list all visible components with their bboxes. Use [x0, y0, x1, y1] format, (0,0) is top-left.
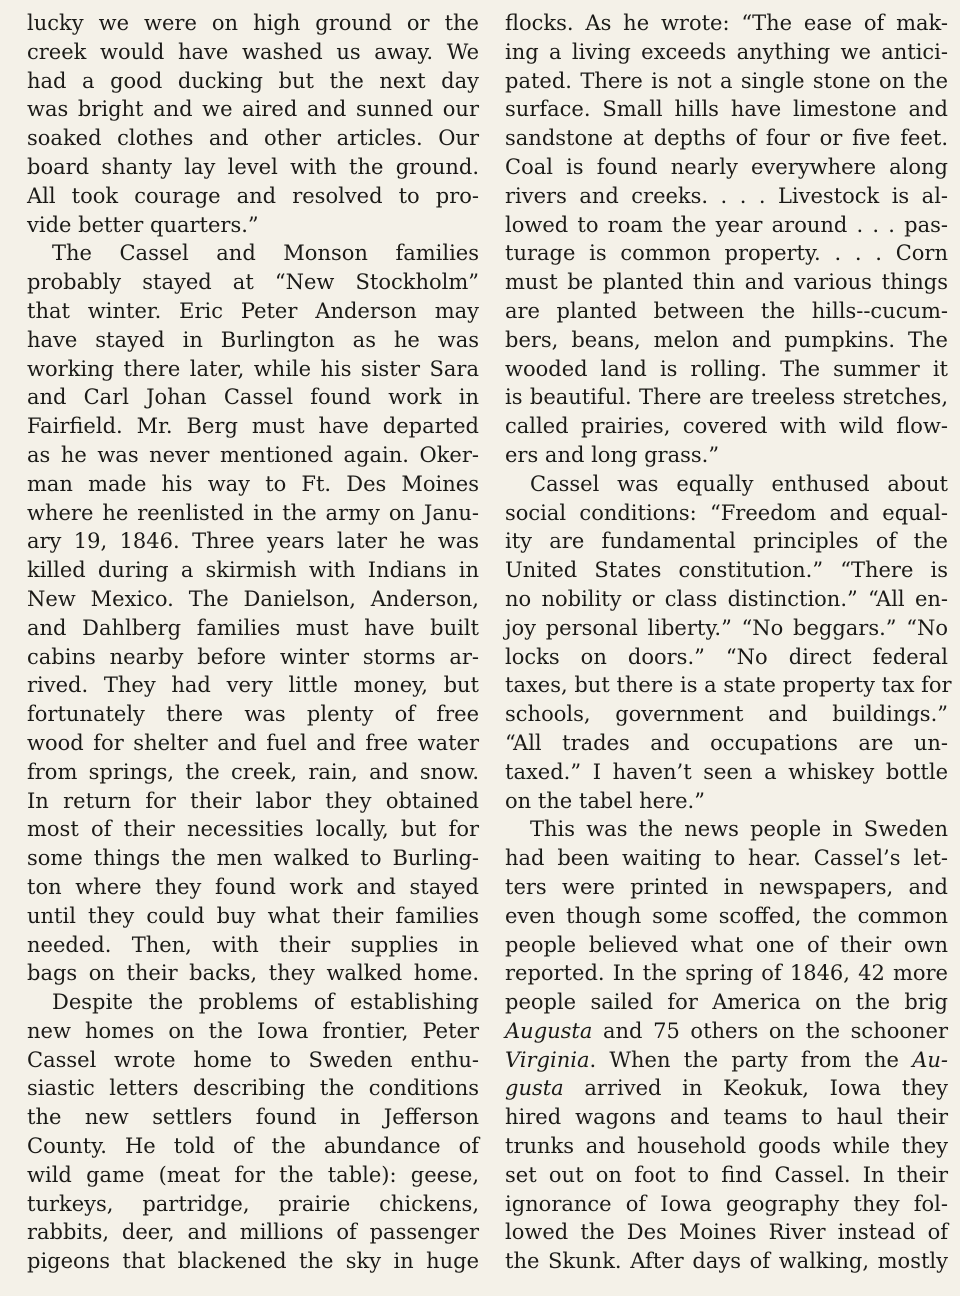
- text-line: schools, government and buildings.”: [505, 702, 948, 727]
- text-line: turage is common property. . . . Corn: [505, 241, 948, 266]
- text-line: killed during a skirmish with Indians in: [27, 558, 479, 583]
- text-line: have stayed in Burlington as he was: [27, 327, 479, 352]
- text-line: [505, 1017, 948, 1046]
- text-line: from springs, the creek, rain, and snow.: [27, 759, 479, 784]
- text-line: cabins nearby before winter storms ar-: [27, 644, 479, 669]
- text-line: called prairies, covered with wild flow-: [505, 414, 948, 439]
- text-line: United States constitution.” “There is: [505, 558, 948, 583]
- text-line: ton where they found work and stayed: [27, 874, 479, 899]
- text-line: was bright and we aired and sunned our: [27, 97, 479, 122]
- text-line: are planted between the hills--cucum-: [505, 298, 948, 323]
- text-line: ary 19, 1846. Three years later he was: [27, 529, 479, 554]
- text-line: Cassel was equally enthused about: [530, 471, 948, 496]
- text-line: must be planted thin and various things: [505, 270, 948, 295]
- text-line: social conditions: “Freedom and equal-: [505, 500, 948, 525]
- text-line: vide better quarters.”: [27, 212, 259, 237]
- left-text-column: [27, 9, 479, 1276]
- text-line: Cassel wrote home to Sweden enthu-: [27, 1047, 479, 1072]
- text-line: bers, beans, melon and pumpkins. The: [505, 327, 948, 352]
- text-line: the new settlers found in Jefferson: [27, 1105, 479, 1130]
- text-line: County. He told of the abundance of: [27, 1134, 479, 1159]
- text-line: people believed what one of their own: [505, 932, 948, 957]
- text-line: creek would have washed us away. We: [27, 39, 479, 64]
- text-line: siastic letters describing the conditions: [27, 1076, 479, 1101]
- text-line: wild game (meat for the table): geese,: [27, 1162, 479, 1187]
- text-line: on the tabel here.”: [505, 788, 705, 813]
- right-text-column: [505, 9, 952, 1276]
- italic-text: Virginia: [505, 1047, 590, 1072]
- text-line: most of their necessities locally, but for: [27, 817, 479, 842]
- text-line: had a good ducking but the next day: [27, 68, 479, 93]
- text-line: people sailed for America on the brig: [505, 990, 948, 1015]
- text-line: fortunately there was plenty of free: [27, 702, 479, 727]
- text-run: . When the party from the: [589, 1047, 913, 1072]
- text-line: pigeons that blackened the sky in huge: [27, 1249, 479, 1274]
- italic-text: gusta: [505, 1076, 564, 1101]
- italic-text: Au-: [912, 1047, 948, 1072]
- text-line: taxed.” I haven’t seen a whiskey bottle: [505, 759, 948, 784]
- text-line: where he reenlisted in the army on Janu-: [27, 500, 479, 525]
- text-line: lowed to roam the year around . . . pas-: [505, 212, 948, 237]
- text-line: pated. There is not a single stone on the: [505, 68, 948, 93]
- text-line: ing a living exceeds anything we antici-: [505, 39, 948, 64]
- text-line: man made his way to Ft. Des Moines: [27, 471, 479, 496]
- text-line: trunks and household goods while they: [505, 1134, 948, 1159]
- text-line: ignorance of Iowa geography they fol-: [505, 1191, 948, 1216]
- text-line: [505, 1074, 948, 1103]
- text-line: [505, 1046, 948, 1075]
- text-run: and 75 others on the schooner: [592, 1018, 948, 1043]
- text-line: flocks. As he wrote: “The ease of mak-: [505, 11, 948, 35]
- text-line: hired wagons and teams to haul their: [505, 1105, 948, 1130]
- text-line: ity are fundamental principles of the: [505, 529, 948, 554]
- text-line: ters were printed in newspapers, and: [505, 874, 948, 899]
- text-line: All took courage and resolved to pro-: [27, 183, 479, 208]
- text-line: turkeys, partridge, prairie chickens,: [27, 1191, 479, 1216]
- text-line: This was the news people in Sweden: [530, 817, 948, 842]
- text-line: Despite the problems of establishing: [52, 990, 479, 1015]
- text-line: joy personal liberty.” “No beggars.” “No: [505, 615, 948, 640]
- text-line: ers and long grass.”: [505, 442, 720, 467]
- text-line: rabbits, deer, and millions of passenger: [27, 1220, 479, 1245]
- text-line: and Dahlberg families must have built: [27, 615, 479, 640]
- text-line: “All trades and occupations are un-: [505, 730, 948, 755]
- text-line: working there later, while his sister Sara: [27, 356, 479, 381]
- text-line: reported. In the spring of 1846, 42 more: [505, 961, 948, 986]
- text-line: surface. Small hills have limestone and: [505, 97, 948, 122]
- text-line: wooded land is rolling. The summer it: [505, 356, 948, 381]
- text-line: probably stayed at “New Stockholm”: [27, 270, 479, 295]
- text-line: until they could buy what their families: [27, 903, 479, 928]
- text-line: locks on doors.” “No direct federal: [505, 644, 948, 669]
- text-line: as he was never mentioned again. Oker-: [27, 442, 479, 467]
- text-line: bags on their backs, they walked home.: [27, 961, 479, 986]
- text-line: lowed the Des Moines River instead of: [505, 1220, 948, 1245]
- text-line: had been waiting to hear. Cassel’s let-: [505, 846, 948, 871]
- text-line: and Carl Johan Cassel found work in: [27, 385, 479, 410]
- text-line: Coal is found nearly everywhere along: [505, 154, 948, 179]
- text-line: taxes, but there is a state property tax for: [505, 673, 952, 698]
- text-line: new homes on the Iowa frontier, Peter: [27, 1018, 479, 1043]
- text-line: is beautiful. There are treeless stretches,: [505, 385, 948, 410]
- text-line: rivers and creeks. . . . Livestock is al-: [505, 183, 948, 208]
- text-run: arrived in Keokuk, Iowa they: [563, 1076, 948, 1101]
- text-line: that winter. Eric Peter Anderson may: [27, 298, 479, 323]
- text-line: the Skunk. After days of walking, mostly: [505, 1249, 948, 1274]
- text-line: wood for shelter and fuel and free water: [27, 730, 479, 755]
- text-line: set out on foot to find Cassel. In their: [505, 1162, 948, 1187]
- text-line: New Mexico. The Danielson, Anderson,: [27, 586, 479, 611]
- text-line: no nobility or class distinction.” “All en-: [505, 586, 948, 611]
- text-line: soaked clothes and other articles. Our: [27, 126, 479, 151]
- italic-text: Augusta: [505, 1018, 593, 1043]
- text-line: some things the men walked to Burling-: [27, 846, 479, 871]
- text-line: lucky we were on high ground or the: [27, 11, 479, 35]
- text-line: sandstone at depths of four or five feet.: [505, 126, 948, 151]
- text-line: needed. Then, with their supplies in: [27, 932, 479, 957]
- text-line: In return for their labor they obtained: [27, 788, 479, 813]
- text-line: Fairfield. Mr. Berg must have departed: [27, 414, 479, 439]
- text-line: rived. They had very little money, but: [27, 673, 479, 698]
- text-line: even though some scoffed, the common: [505, 903, 948, 928]
- text-line: board shanty lay level with the ground.: [27, 154, 479, 179]
- text-line: The Cassel and Monson families: [52, 241, 479, 266]
